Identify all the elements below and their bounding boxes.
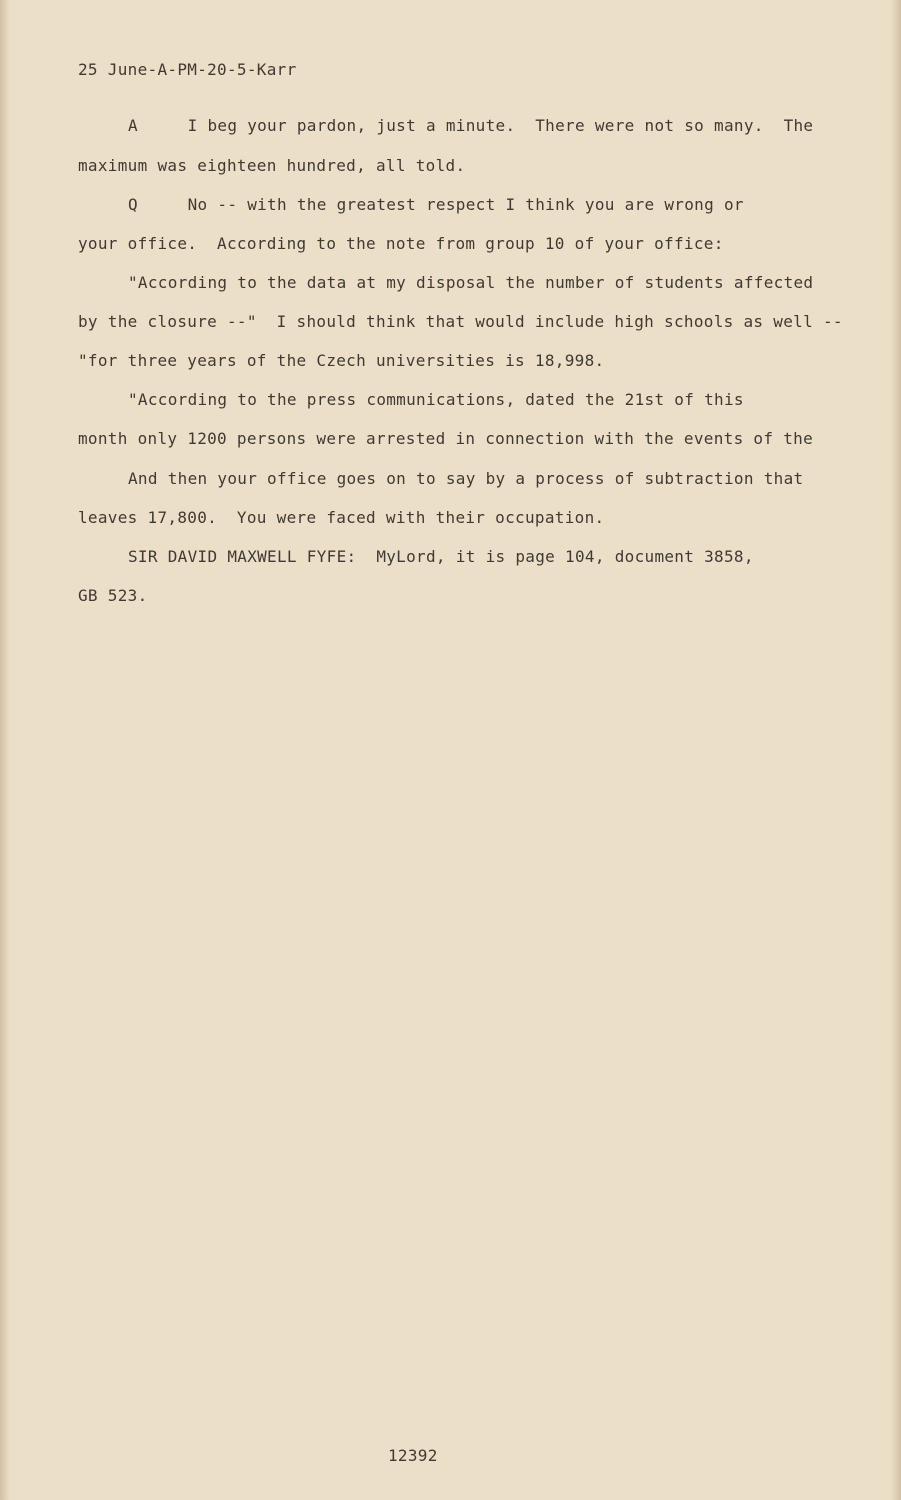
text-line: And then your office goes on to say by a process of subtraction that: [128, 469, 804, 488]
text-line: leaves 17,800. You were faced with their occupation.: [78, 508, 605, 527]
document-header: 25 June-A-PM-20-5-Karr: [78, 60, 297, 79]
text-line: "According to the press communications, dated the 21st of this: [128, 390, 744, 409]
text-line: "for three years of the Czech universities is 18,998.: [78, 351, 605, 370]
page-edge-right: [891, 0, 901, 1500]
text-line: your office. According to the note from group 10 of your office:: [78, 234, 724, 253]
page-number: 12392: [388, 1446, 438, 1465]
text-line: by the closure --" I should think that would include high schools as well --: [78, 312, 843, 331]
text-line: maximum was eighteen hundred, all told.: [78, 156, 466, 175]
text-line: A I beg your pardon, just a minute. There were not so many. The: [128, 116, 814, 135]
text-line: SIR DAVID MAXWELL FYFE: MyLord, it is page 104, document 3858,: [128, 547, 754, 566]
text-line: "According to the data at my disposal the number of students affected: [128, 273, 814, 292]
text-line: Q No -- with the greatest respect I think you are wrong or: [128, 195, 744, 214]
page-edge-left: [0, 0, 10, 1500]
text-line: GB 523.: [78, 586, 148, 605]
text-line: month only 1200 persons were arrested in connection with the events of the: [78, 429, 814, 448]
